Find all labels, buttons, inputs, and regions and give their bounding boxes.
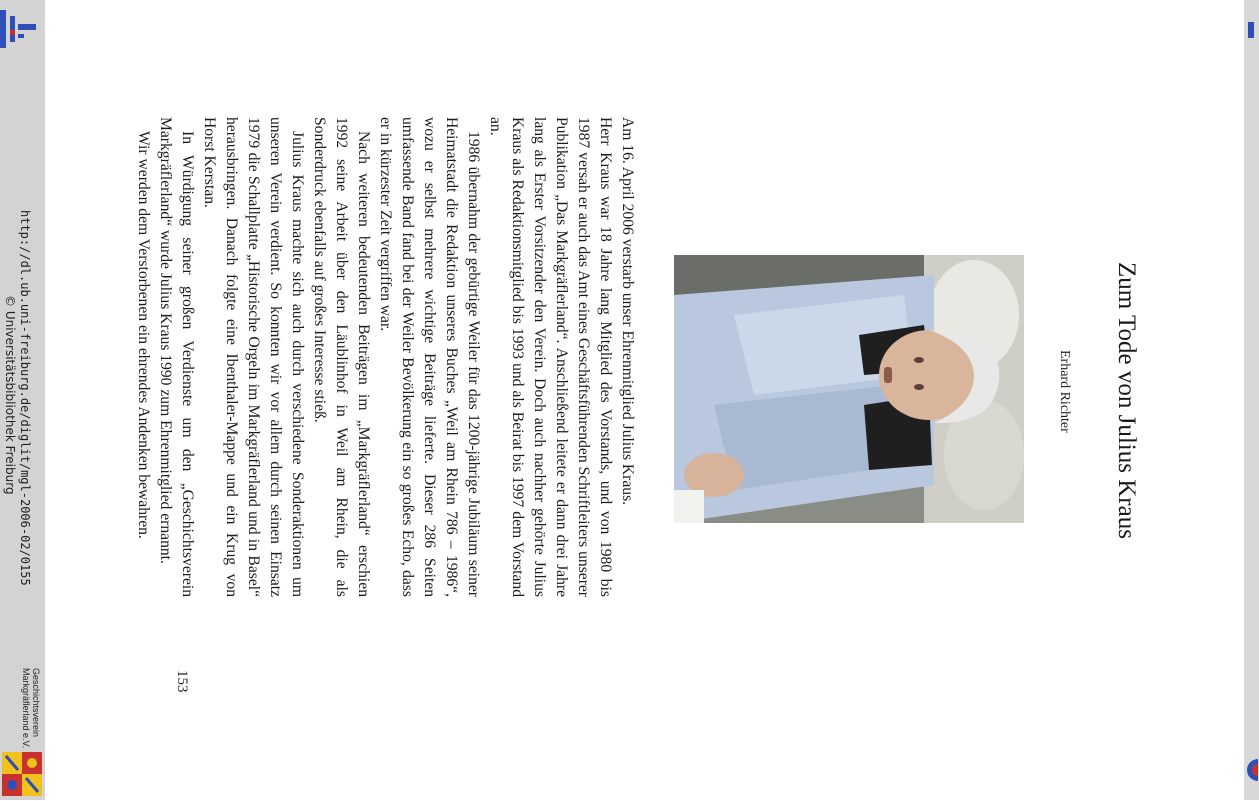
paragraph-7: Wir werden dem Verstorbenen ein ehrendes Andenken bewahren. [135, 131, 152, 539]
university-logo-icon [0, 10, 40, 55]
right-page-edge [1244, 0, 1259, 800]
right-edge-logo-icon [1248, 22, 1254, 38]
paragraph-5: Julius Kraus machte sich auch durch verschiedene Sonderaktionen um unseren Verein verdient. So konnten wir vor allem durch seinen Einsatz 1979 die Schallplatte „Historische Orgeln im Markgräflerland und in Basel“ herausbringen. Danach folgte eine Ibenthaler-Mappe und ein Krug von Horst Kerstan. [201, 117, 306, 597]
article-author: Erhard Richter [1057, 350, 1072, 433]
publisher-line-2: Markgräflerland e.V. [21, 668, 31, 749]
portrait-photo [674, 255, 1024, 523]
page-number: 153 [174, 670, 190, 693]
source-url[interactable]: http://dl.ub.uni-freiburg.de/diglit/mgl-2006-02/0155 [18, 210, 32, 586]
paragraph-1: Am 16. April 2006 verstarb unser Ehrenmitglied Julius Kraus. [619, 117, 636, 506]
paragraph-2: Herr Kraus war 18 Jahre lang Mitglied des Vorstands, und von 1980 bis 1987 versah er auch das Amt eines Geschäftsführenden Schriftleiters unserer Publikation „Das Markgräflerland“. Anschließend leitete er dann drei Jahre lang als Erster Vorsitzender den Verein. Doch auch nachher gehörte Julius Kraus als Redaktionsmitglied bis 1993 und als Beirat bis 1997 dem Vorstand an. [487, 117, 614, 597]
right-edge-badge-icon [1246, 753, 1258, 787]
copyright-text: © Universitätsbibliothek Freiburg [3, 295, 17, 495]
paragraph-4: Nach weiteren bedeutenden Beiträgen im „Markgräflerland“ erschien 1992 seine Arbeit über den Läublinhof in Weil am Rhein, die als Sonderdruck ebenfalls auf großes Interesse stieß. [311, 117, 372, 597]
paragraph-6: In Würdigung seiner großen Verdienste um den „Geschichtsverein Markgräflerland“ wurde Julius Kraus 1990 zum Ehrenmitglied ernannt. [157, 117, 196, 597]
article-body [132, 117, 638, 597]
article-title: Zum Tode von Julius Kraus [1113, 262, 1140, 539]
publisher-line-1: Geschichtsverein [31, 668, 41, 738]
society-seal-icon [2, 752, 42, 801]
paragraph-3: 1986 übernahm der gebürtige Weiler für das 1200-jährige Jubiläum seiner Heimatstadt die Redaktion unseres Buches „Weil am Rhein 786 – 1986“, wozu er selbst mehrere wichtige Beiträge lieferte. Dieser 286 Seiten umfassende Band fand bei der Weiler Bevölkerung ein so großes Echo, dass er in kürzester Zeit vergriffen war. [377, 117, 482, 597]
